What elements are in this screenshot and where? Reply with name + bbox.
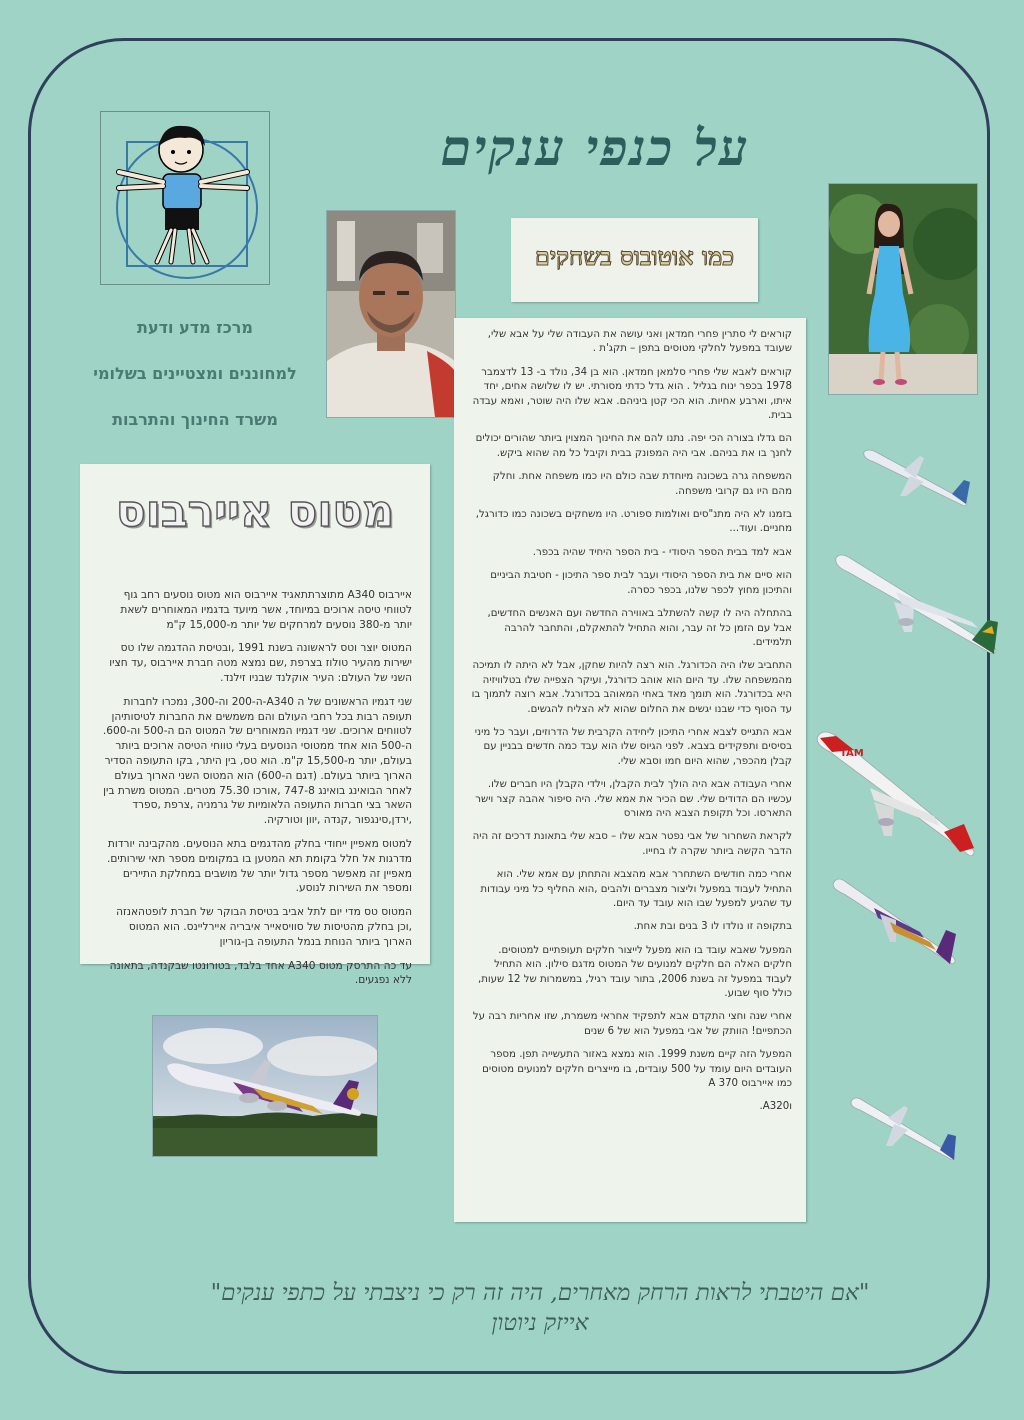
story-paragraph: אחרי שנה וחצי התקדם אבא לתפקיד אחראי משמרת, שזו אחריות רבה על הכתפיים! הוותק של אבי במפעל הוא של 6 שנים [472, 1011, 792, 1037]
plane-image-5 [848, 1094, 960, 1166]
story-paragraph: בזמנו לא היה מתנ"סים ואולמות ספורט. היו משחקים בשכונה כמו כדורגל, מחניים. ועוד... [475, 509, 792, 535]
poster-title: על כנפי ענקים [440, 118, 750, 177]
airbus-paragraph: המטוס טס מדי יום לתל אביב בטיסת הבוקר של חברת לופטהאנזה ,וכן בחלק מהטיסות של סוויסאייר איבריה איירליינס. הוא המטוס הארוך ביותר הנוחת בנמל התעופה בן-גוריון [116, 906, 412, 948]
title-label-text: כמו אוטובוס בשחקים [534, 242, 735, 271]
airbus-paragraph: איירבוס A340 מתוצרתתאגיד איירבוס הוא מטוס נוסעים רחב גוף לטווחי טיסה ארוכים במיוחד, אשר מיועד בדגמיו המאוחרים לשאת יותר מ-380 נוסעים למרחקים של יותר מ-15,000 ק"מ [120, 589, 412, 631]
father-photo [326, 210, 456, 418]
story-paragraph: אבא התגייס לצבא אחרי התיכון ליחידה הקרבית של הדרוזים, ועבר כל מיני בסיסים ותפקידים בצבא. לפני הגיוס שלו הוא עבד כמה חדשים בבניין עם קבלן מהכפר, שהוא היום חמו וסבא שלי. [474, 726, 792, 767]
airbus-paragraph: שני דגמיו הראשונים של ה A340-ה-200 וה-300, נמכרו לחברות תעופה רבות בכל רחבי העולם והם משמשים את החברות לטיסותיהן לטווחים ארוכים. שני דגמיו המאוחרים של המטוס הם ה-500 וה-600. ה-500 הוא אחד ממטוסי הנוסעים בעלי טווחי הטיסה ארוכים ביותר בעולם, יותר מ-15,500 ק"מ. הוא טס, בין היתר, בקו התעופה הסדיר הארוך ביותר בעולם. (דגם ה-600) הוא המטוס השני הארוך בעולם לאחר הבואינג בואינג 747-8 ,אורכו 75.30 מטרים. המטוס משרת בין השאר בצי חברות התעופה הלאומיות של גרמניה ,צרפת ,ספרד ,ירדן,סינגפור ,קנדה ,יוון וטורקיה. [102, 695, 412, 827]
story-paragraph: הם גדלו בצורה הכי יפה. נתנו להם את החינוך המצוין ביותר שהורים יכולים לחנך בו את בניהם. אבי היה המפונק בבית וקיבל כל מה שהוא ביקש. [475, 433, 792, 459]
quote-author: אייזק ניוטון [491, 1310, 589, 1336]
story-paragraph: בהתחלה היה לו קשה להשתלב באווירה החדשה ועם האנשים החדשים, אבל עם הזמן כל זה עבר, והוא התחיל להתאקלם, והתחבר להרבה תלמידים. [487, 608, 792, 648]
story-paragraph: אחרי העבודה אבא היה הולך לבית הקבלן, וילדי הקבלן היו חברים שלו. עכשיו הם הדודים שלי. שם הכיר את אמא שלי. היה סיפור אהבה קצר וישר התארסו. וכל תקופת הצבא היה מאורס [475, 779, 792, 819]
story-paragraph: לקראת השחרור של אבי נפטר אבא שלו – סבא שלי בתאונת דרכים זה היה הדבר הקשה ביותר שקרה לו בחייו. [472, 831, 792, 857]
plane-image-2 [832, 550, 1002, 666]
story-paragraph: התחביב שלו היה הכדורגל. הוא רצה להיות שחקן, אבל לא היתה לו תמיכה מהמשפחה שלו. עד היום הוא אוהב כדורגל, ועיקר הצפייה שלו בטלוויזיה היא בכדורגל. הוא תומך מאד באחי המאוהב בכדורגל. אבא רוצה לתמוך בו עד הסוף כדי שבנו יגשים את החלום שהוא לא הצליח להגשים. [471, 660, 792, 715]
org-line-1: מרכז מדע ודעת [137, 318, 253, 337]
svg-text:TAM: TAM [840, 748, 864, 759]
girl-photo [828, 183, 978, 395]
newton-quote [120, 1278, 960, 1338]
plane-image-1 [860, 446, 972, 512]
story-paragraph: קוראים לאבא שלי פחרי סלמאן חמדאן. הוא בן 34, נולד ב- 13 לדצמבר 1978 בכפר ינוח בגליל . הוא גדל כדתי מסורתי. יש לו שלושה אחים, יחד איתו, וארבע אחיות. הוא הכי קטן ביניהם. אבא שלו היה שוטר, ואמא עבדה בבית. [472, 366, 792, 422]
story-paragraph: וA320. [759, 1101, 792, 1113]
story-paragraph: אבא למד בבית הספר היסודי - בית הספר היחיד שהיה בכפר. [532, 546, 792, 558]
vitruvian-boy-icon [101, 112, 269, 284]
title-label-box [511, 218, 758, 302]
story-paragraph: בתקופה זו נולדו לו 3 בנים ובת אחת. [633, 921, 792, 933]
plane-image-4 [830, 876, 960, 972]
airbus-article [80, 464, 430, 987]
plane-image-3 [814, 728, 980, 868]
story-paragraph: המפעל שאבא עובד בו הוא מפעל לייצור חלקים תעופתיים למטוסים. חלקים האלה הם חלקים למנועים של המטוס מדגם סילון. הוא התחיל לעבוד במפעל זה בשנת 2006, בתור עובד רגיל, במשמרות של 12 שעות, כולל סוף שבוע. [477, 944, 792, 1000]
quote-text: "אם היטבתי לראות הרחק מאחרים, היה זה רק כי ניצבתי על כתפי ענקים" [210, 1280, 870, 1306]
org-line-3: משרד החינוך והתרבות [112, 410, 278, 429]
story-paragraph: אחרי כמה חודשים השתחרר אבא מהצבא והתחתן עם אמא שלי. הוא התחיל לעבוד במפעל וליצור מצברים ולהבים ,הוא החליף כל מיני עבודות עד שהגיע למפעל שבו הוא עובד עד היום. [480, 869, 792, 909]
airbus-paragraph: עד כה התרסק מטוס A340 אחד בלבד, בטורונטו שבקנדה, בתאונה ללא נפגעים. [109, 959, 412, 987]
story-paragraph: הוא סיים את בית הספר היסודי ועבר לבית ספר התיכון - חטיבת הביניים והתיכון מחוץ לכפר שלנו, בכפר כסרה. [490, 570, 792, 596]
story-paragraph: קוראים לי סתרין פחרי חמדאן ואני עושה את העבודה שלי על אבא שלי, שעובד במפעל לחלקי מטוסים בתפן – תקג'ת . [487, 329, 792, 355]
story-article [454, 318, 806, 1222]
org-line-2: למחוננים ומצטיינים בשלומי [93, 364, 297, 383]
airbus-paragraph: למטוס מאפיין ייחודי בחלק מהדגמים בתא הנוסעים. מהקבינה יורדות מדרגות אל חלל בקומת תא המטען בו במקומים מספר תאי שירותים. מאפיין זה מאפשר מספר גדול יותר של מושבים במחלקת התיירים ומספר את השירות לנוסע. [106, 837, 412, 895]
airbus-paragraph: המטוס יוצר וטס לראשונה בשנת 1991 ,ובטיסת ההדגמה שלו טס ישירות מהעיר טולוז בצרפת ,שם נמצא מטה חברת איירבוס ,עד חציו השני של העולם: העיר אוקלנד שבניו זילנד. [109, 642, 412, 684]
center-logo [100, 111, 270, 285]
airbus-title: מטוס איירבוס [115, 486, 395, 537]
story-body [470, 328, 792, 1124]
takeoff-photo [152, 1015, 378, 1157]
story-paragraph: המפעל הזה קיים משנת 1999. הוא נמצא באזור התעשייה תפן. מספר העובדים היום עומד על 500 עובדים, בו מייצרים חלקים למנועים מטוסים כמו איירבוס A 370 [482, 1049, 792, 1090]
story-paragraph: המשפחה גרה בשכונה מיוחדת שבה כולם היו כמו משפחה אחת. וחלק מהם היו גם קרובי משפחה. [492, 471, 792, 497]
airbus-body [102, 588, 412, 997]
